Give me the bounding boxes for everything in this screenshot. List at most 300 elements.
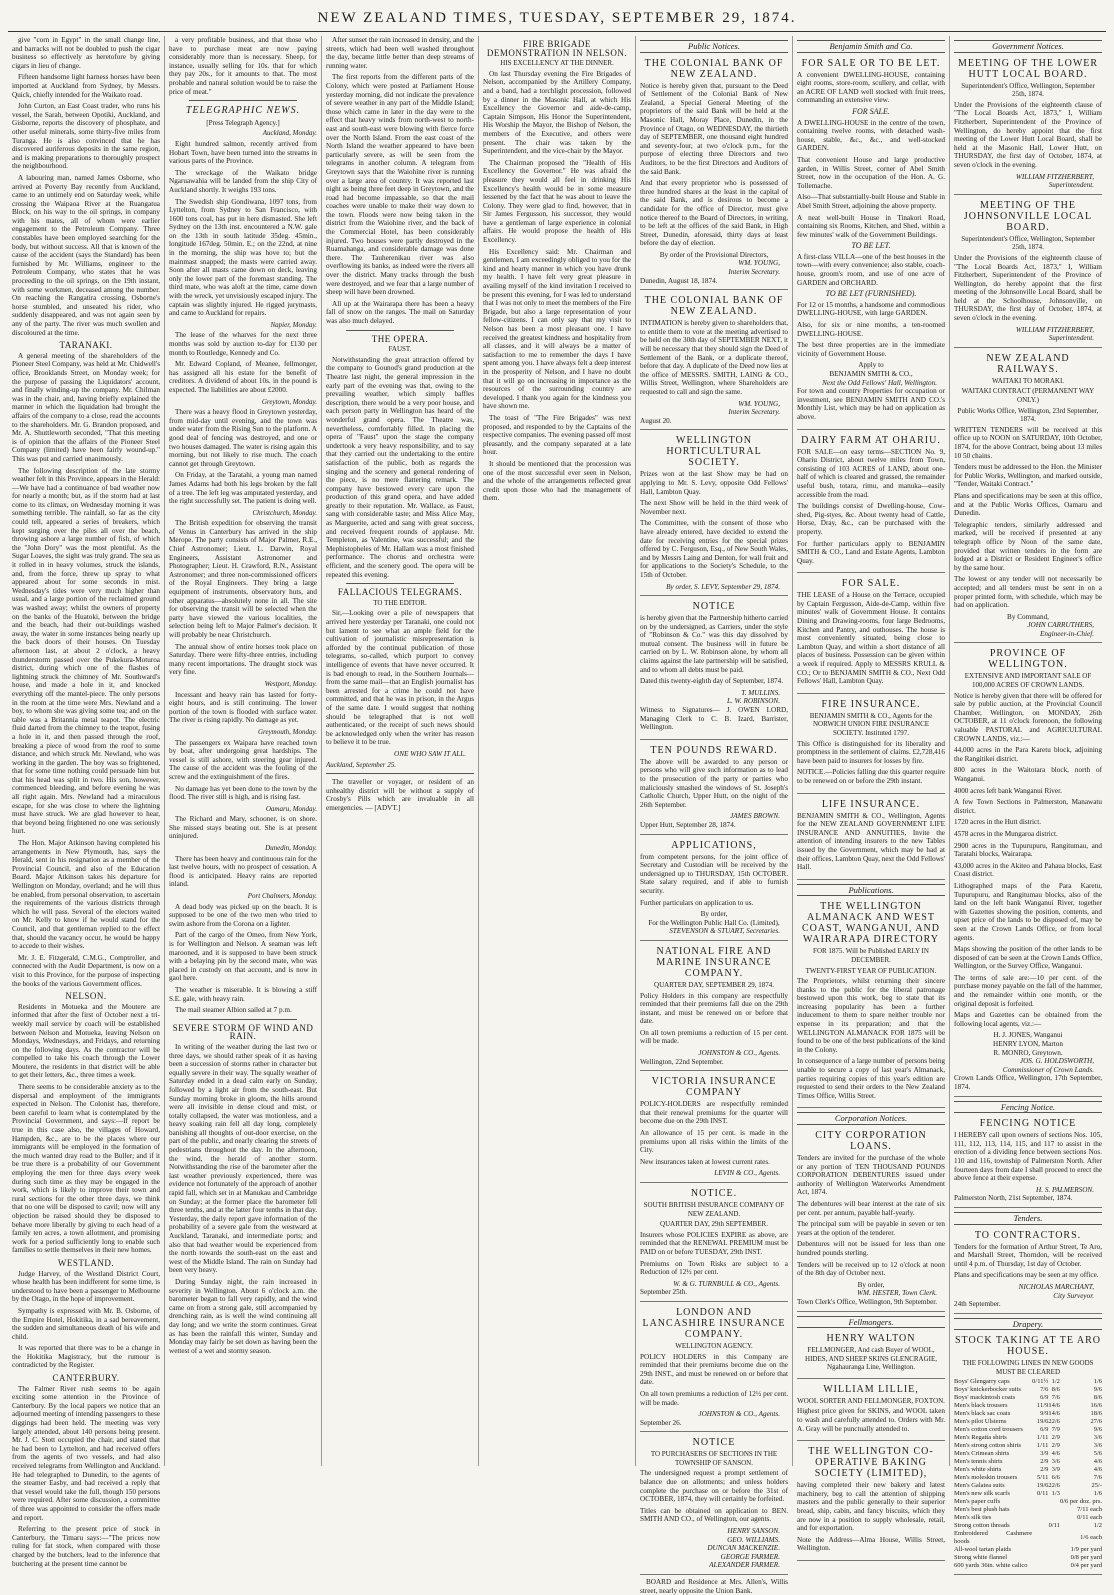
price-item: Boys' knickerbocker suits <box>954 1386 1021 1394</box>
ad-text: A neat well-built House in Tinakori Road, containing six Rooms, Kitchen, and Shed, within a few minutes' walk of the Government Buildings. <box>797 213 945 239</box>
ad-text: Debentures will not be issued for less than one hundred pounds sterling. <box>797 1240 945 1257</box>
section-header-government: Government Notices. <box>954 40 1102 53</box>
section-heading-nelson: NELSON. <box>65 991 107 1002</box>
column-6 <box>792 36 949 1553</box>
advertisement <box>954 198 1102 348</box>
ad-title: THE COLONIAL BANK OF NEW ZEALAND. <box>644 295 784 318</box>
ad-signature: JOHNSTON & CO., Agents. <box>698 1410 780 1419</box>
ad-text: The Proprietors, whilst returning their sincere thanks to the public for the liberal patronage bestowed upon this work, beg to state that its increasing popularity has been a further inducement to them to spare neither trouble nor expense in its preparation; and that the WELLINGTON ALMANACK FOR 1875 will be found to be one of the best publications of the kind in the Colony. <box>797 977 945 1054</box>
price-item: Strong cotton threads <box>954 1522 1010 1530</box>
price-value: 0/11 each <box>1077 1514 1102 1522</box>
subheading: TO THE EDITOR. <box>373 598 427 607</box>
price-value <box>1032 1562 1048 1570</box>
column-2 <box>164 36 321 1466</box>
list-item: 43,000 acres in the Akiteo and Pahaua blocks, East Coast district. <box>954 861 1102 879</box>
table-row <box>954 1562 1102 1570</box>
ad-text: Policy Holders in this company are respectfully reminded that their premiums fall due on the 29th instant, and must be renewed on or before that date. <box>640 991 788 1026</box>
ad-subtitle: THE FOLLOWING LINES IN NEW GOODS MUST BE CLEARED <box>962 1359 1094 1376</box>
price-item: Men's silk ties <box>954 1514 992 1522</box>
ad-text: The lowest or any tender will not necessarily be accepted; and all tenders must be sent in on a proper printed form, with schedule, which may be had on application. <box>954 575 1102 610</box>
ad-signature: JOHNSTON & CO., Agents. <box>698 1049 780 1058</box>
ad-title: MEETING OF THE JOHNSONVILLE LOCAL BOARD. <box>963 199 1093 233</box>
article-paragraph: On last Thursday evening the Fire Brigades of Nelson, accompanied by the Artillery Company, and a band, had a torchlight procession, followed by a dinner in the Masonic Hall, at which His Excellency the Governor and aide-de-camp, Captain Simpson, His Honor the Superintendent, His Worship the Mayor, the Bishop of Nelson, the members of the Executive, and others were present. The chair was taken by the Superintendent, and the vice-chair by the Mayor. <box>483 69 631 156</box>
price-value: 1/2 <box>1093 1522 1102 1530</box>
ad-text: INTIMATION is hereby given to shareholders that, to entitle them to vote at the meeting advertised to be held on the 30th day of SEPTEMBER NEXT, it will be necessary that they should sign the Deed of Settlement of the Bank, or a duplicate thereof, before that day. A duplicate of the Deed now lies at the office of MESSRS. SMITH, LAING & CO., Willis Street, Wellington, where Shareholders are requested to call and sign the same. <box>640 319 788 396</box>
ad-text: The terms of sale are:—10 per cent. of the purchase money payable on the fall of the hammer, and the remainder within one month, or the original deposit is forfeited. <box>954 973 1102 1008</box>
price-value: 3/9 <box>1040 1450 1049 1458</box>
ad-subtitle: Public Works Office, Wellington, 23rd September, 1874. <box>957 406 1099 424</box>
ad-text: Prizes won at the last Show may be had on applying to Mr. S. Levy, opposite Odd Fellows' Hall, Lambton Quay. <box>640 470 788 496</box>
price-value: 1/6 <box>1093 1378 1102 1386</box>
ad-signature: JAMES BROWN. <box>730 812 780 821</box>
ad-signature: DUNCAN MACKENZIE. <box>707 1544 780 1553</box>
price-value <box>1048 1530 1060 1546</box>
advertisement-note: The traveller or voyager, or resident of an unhealthy district will be without a supply of Crosby's Pills which are invaluable in all emergencies. — [ADVT.] <box>326 778 474 812</box>
article-paragraph: Sir,—Looking over a pile of newspapers that arrived here yesterday per Taranaki, one could not but lament to see what an ample field for the cultivation of journalistic misrepresentation is afforded by the continual publication of those telegrams, so-called, which purport to convey intelligence of events that have never occurred. It is bad enough to read, in the Southern Journals—from the same mail—that an English journalist has been arrested for a crime he could not have committed, and that he was in prison, in the Argus of the same date. I would suggest that nothing should be telegraphed that is not well authenticated, or the receipt of such news should be acknowledged only when the writer has reason to believe it to be true. <box>326 609 474 747</box>
price-table <box>954 1378 1102 1570</box>
price-value <box>1032 1498 1048 1506</box>
advertisement <box>797 433 945 574</box>
advertisement <box>640 743 788 835</box>
ad-text: Dated this twenty-eighth day of September, 1874. <box>640 677 784 686</box>
ad-text: Plans and specifications may be seen at my office. <box>954 1271 1099 1280</box>
price-item: Strong white flannel <box>954 1554 1008 1562</box>
article-paragraph: The Falmer River rush seems to be again exciting some attention in the Province of Canterbury. By the local papers we notice that an adjourned meeting of intending passengers to these diggings had been held. The meeting was very largely attended, about 140 persons being present. Mr. J. C. Stott occupied the chair, and stated that he had been to Lyttelton, and had received offers from the agents of two vessels, and had also received telegrams from Wellington and Auckland. He had telegraphed to Dunedin, to the agents of the steamer Easby, and had received a reply that that vessel would take the full, though 150 persons were required. After some discussion, a committee of three was appointed to consider the offers made and report. <box>12 1384 160 1522</box>
heading-fire-brigade: FIRE BRIGADE DEMONSTRATION IN NELSON. <box>486 39 628 58</box>
advertisement <box>640 1305 788 1432</box>
ad-title: APPLICATIONS, <box>671 839 757 851</box>
ad-text: The debentures will bear interest at the rate of six per cent. per annum, payable half-yearly. <box>797 1199 945 1217</box>
ad-title: LIFE INSURANCE. <box>821 798 921 810</box>
list-item: A few Town Sections in Palmerston, Manawatu district. <box>954 798 1102 815</box>
ad-signature: By order, S. LEVY, September 29, 1874. <box>666 582 780 591</box>
ad-text: Premiums on Town Risks are subject to a Reduction of 12½ per cent. <box>640 1259 788 1277</box>
price-value: 16/6 <box>1090 1402 1102 1410</box>
table-row <box>954 1434 1102 1442</box>
ad-text: The principal sum will be payable in seven or ten years at the option of the tenderer. <box>797 1220 945 1237</box>
table-row <box>954 1546 1102 1554</box>
price-value: 22/6 <box>1048 1482 1060 1490</box>
price-value: 7/6 <box>1051 1394 1060 1402</box>
ad-signature: H. S. PALMERSON. <box>1036 1185 1094 1194</box>
ad-text: The buildings consist of Dwelling-house, Cow-shed, Pig-styes, &c. About twenty head of Cattle, Horse, Dray, &c., can be purchased with the property. <box>797 502 945 536</box>
ad-date: September 25th. <box>640 1288 688 1297</box>
ad-signature: GEO. WILLIAMS. <box>727 1535 780 1544</box>
ad-signature: ALEXANDER FARMER. <box>709 1561 780 1570</box>
price-value: 5/6 <box>1093 1450 1102 1458</box>
ad-date: Upper Hutt, September 28, 1874. <box>640 820 736 829</box>
ad-title: MEETING OF THE LOWER HUTT LOCAL BOARD. <box>957 57 1099 80</box>
price-value: 6/9 <box>1040 1426 1049 1434</box>
price-value: 0/11½ <box>1032 1378 1049 1386</box>
list-item: 1720 acres in the Hutt district. <box>954 818 1042 827</box>
price-value <box>1032 1514 1048 1522</box>
ad-signature: WM. YOUNG, <box>738 399 780 408</box>
price-item: Men's tennis shirts <box>954 1458 1003 1466</box>
ad-text: The above will be awarded to any person or persons who will give such information as to lead to the prosecution of the party or parties who maliciously smashed the windows of St. Joseph's Catholic Church, Upper Hutt, on the night of the 26th September. <box>640 757 788 809</box>
section-header-corporation: Corporation Notices. <box>797 1112 945 1125</box>
advertisement <box>954 56 1102 195</box>
list-item: 800 acres in the Waitotara block, north of Wanganui. <box>954 766 1102 783</box>
price-item: Men's strong cotton shirts <box>954 1442 1022 1450</box>
price-value: 22/6 <box>1048 1418 1060 1426</box>
table-row <box>954 1522 1102 1530</box>
ad-text: Insurers whose POLICIES EXPIRE as above, are reminded that the RENEWAL PREMIUM must be PAID on or before TUESDAY, 29th INST. <box>640 1230 788 1256</box>
price-value: 9/9 <box>1040 1410 1049 1418</box>
article-paragraph: Incessant and heavy rain has lasted for forty-eight hours, and is still continuing. The lower portion of the town is flooded with surface water. The river is rising rapidly. No damage as yet. <box>169 690 317 725</box>
ad-title: THE WELLINGTON CO-OPERATIVE BAKING SOCIETY (LIMITED), <box>808 1446 934 1480</box>
price-value: 4/6 <box>1093 1458 1102 1466</box>
article-paragraph: The lease of the wharves for the next three months was sold by auction to-day for £130 per month to Routledge, Kennedy and Co. <box>169 331 317 357</box>
ad-text: POLICY HOLDERS in this Company are reminded that their premiums become due on the 29th INST., and must be renewed on or before that date. <box>640 1352 788 1387</box>
section-heading-canterbury: CANTERBURY. <box>52 1373 120 1384</box>
ad-title: HENRY WALTON <box>826 1333 916 1345</box>
article-paragraph: Notwithstanding the great attraction offered by the company to Gounod's grand production at the Theatre last night, the general impression in the early part of the evening was that, owing to the prevailing weather, which simply baffles description, there would be a very poor house, and each person party in Wellington has heard of the wonderful grand opera. The Theatre was, nevertheless, comfortably filled. In placing the opera of "Faust" upon the stage the company undertook a very heavy responsibility, and to say that they carried out the undertaking to the entire satisfaction of the public, both as regards the singing and the scenery and general rendering of the piece, is no mere flattering remark. The company have bestowed every care upon the production of this grand opera, and have added greatly to their reputation. Mr. Wallace, as Faust, sang with considerable taste; and Miss Alice May, as Marguerite, acted and sang with great success, and received frequent rounds of applause. Mr. Templeton, as Valentine, was successful; and the Mephistopheles of Mr. Hallam was a most finished performance. The chorus and orchestra were efficient, and the scenery good. The opera will be repeated this evening. <box>326 355 474 579</box>
heading-fallacious-telegrams: FALLACIOUS TELEGRAMS. <box>337 587 463 598</box>
ad-signature: By order of the Provisional Directors, <box>659 250 769 259</box>
price-item: Men's black sac coats <box>954 1410 1011 1418</box>
advertisement <box>954 1228 1102 1314</box>
price-item: Men's paper cuffs <box>954 1498 1001 1506</box>
advertisement <box>640 838 788 941</box>
article-paragraph: Residents in Motueka and the Moutere are informed that after the first of October next a tri-weekly mail service by coach will be established between Nelson and Motueka, leaving Nelson on Mondays, Wednesdays, and Fridays, and returning on the following days. As the contractor will be compelled to take his coach through the Lower Moutere, the residents in that district will be able to get their letters, &c., three times a week. <box>12 1002 160 1080</box>
divider <box>189 1019 297 1020</box>
ad-text: This Office is distinguished for its liberality and promptness in the settlement of claims. £2,728,416 have been paid to insurers for losses by fire. <box>797 739 945 765</box>
advertisement <box>797 56 945 430</box>
ad-text: I HEREBY call upon owners of sections Nos. 105, 111, 112, 113, 114, 115, and 117 to assist in the erection of a dividing fence between sections Nos. 110 and 116, township of Palmerston North. After fourteen days from date I shall proceed to erect the above fence at their expense. <box>954 1131 1102 1183</box>
ad-title: TEN POUNDS REWARD. <box>650 744 778 756</box>
ad-signature: WILLIAM FITZHERBERT, <box>1015 172 1094 181</box>
ad-date: Crown Lands Office, Wellington, 17th September, 1874. <box>954 1074 1102 1091</box>
price-value <box>1048 1562 1060 1570</box>
table-row <box>954 1378 1102 1386</box>
masthead: NEW ZEALAND TIMES, TUESDAY, SEPTEMBER 29, 1874. <box>8 8 1106 32</box>
price-value: 4/6 <box>1051 1450 1060 1458</box>
ad-title: WELLINGTON HORTICULTURAL SOCIETY. <box>666 435 762 469</box>
article-paragraph: His Excellency said: Mr. Chairman and gentlemen, I am exceedingly obliged to you for the kind and hearty manner in which you have drunk my health. I have felt very great pleasure in availing myself of the kind invitation I received to be present this evening, for I was led to understand that I was not only to meet the members of the Fire Brigade, but also a large representation of your fellow-citizens. I can only say that my visit to Nelson has been a most pleasant one. I have received the greatest kindness and hospitality from all classes, and it will always be a matter of satisfaction to me to remember the days I have spent among you. I have always felt a deep interest in the prosperity of Nelson, and I have no doubt that it will go on increasing in importance as the resources of the surrounding country are developed. I thank you again for the kindness you have shown me. <box>483 247 631 411</box>
article-paragraph: Sympathy is expressed with Mr. B. Osborne, of the Empire Hotel, Hokitika, in a sad bereavement, the sudden and simultaneous death of his wife and child. <box>12 1306 160 1341</box>
ad-subtitle: BENJAMIN SMITH & CO., Agents for the NORWICH UNION FIRE INSURANCE SOCIETY. Instituted 1797. <box>809 711 933 737</box>
ad-subtitle: QUARTER DAY, SEPTEMBER 29, 1874. <box>654 980 774 989</box>
ad-title: FIRE INSURANCE. <box>821 698 921 710</box>
table-row <box>954 1386 1102 1394</box>
advertisement <box>954 646 1102 1096</box>
dateline: Greymouth, Monday. <box>257 727 317 736</box>
ad-text: For 12 or 15 months, a handsome and commodious DWELLING-HOUSE, with large GARDEN. <box>797 300 945 318</box>
section-header-tenders: Tenders. <box>954 1212 1102 1225</box>
advertisement <box>954 351 1102 644</box>
ad-agent: R. MONRO, Greytown. <box>993 1048 1063 1057</box>
ad-signature: T. MULLINS. <box>741 688 780 697</box>
article-paragraph: The passengers ex Waipara have reached town by boat, after undergoing great hardships. The vessel is still ashore, with steering gear injured. The cause of the accident was the fouling of the screw and the extinguishment of the fires. <box>169 738 317 781</box>
ad-subtitle: TO BE LET (FURNISHED). <box>825 289 917 299</box>
price-value: 8/6 <box>1093 1394 1102 1402</box>
ad-text: Telegraphic tenders, similarly addressed and marked, will be received if presented at any telegraph office by Noon of the same date, provided that written tenders in the form are lodged at a District or Resident Engineer's office by the same hour. <box>954 520 1102 572</box>
dateline: Auckland, Monday. <box>262 129 317 138</box>
column-7 <box>949 36 1106 1570</box>
ad-text: For further particulars apply to BENJAMIN SMITH & CO., Land and Estate Agents, Lambton Quay. <box>797 539 945 565</box>
price-value: 2/9 <box>1051 1434 1060 1442</box>
price-value: 3/9 <box>1051 1466 1060 1474</box>
ad-signature: Apply to <box>858 361 884 370</box>
price-item: 600 yards 36in. white calico <box>954 1562 1028 1570</box>
article-paragraph: The weather is miserable. It is blowing a stiff S.E. gale, with heavy rain. <box>169 985 317 1003</box>
price-value <box>1048 1498 1060 1506</box>
table-row <box>954 1530 1102 1546</box>
ad-text: On all town premiums a reduction of 12½ per cent. will be made. <box>640 1389 788 1407</box>
article-paragraph: Mr. J. E. Fitzgerald, C.M.G., Comptroller, and connected with the Audit Department, is now on a visit to this Province, for the purpose of inspecting the books of the various Government offices. <box>12 953 160 988</box>
ad-signature: JOHN CARRUTHERS, <box>1027 621 1094 630</box>
ad-text: Highest price given for SKINS, and WOOL taken to wash and carefully attended to. Orders with Mr. A. Gray will be punctually attended to. <box>797 1407 945 1433</box>
ad-title: NOTICE <box>692 601 736 613</box>
column-4 <box>478 36 635 1466</box>
article-paragraph: Part of the cargo of the Omeo, from New York, is for Wellington and Nelson. A seaman was left marooned, and it is supposed to have been struck with a belaying pin by the second mate, who was placed in custody on that account, and is now in gaol here. <box>169 931 317 983</box>
table-row <box>954 1458 1102 1466</box>
article-paragraph: Fifteen handsome light harness horses have been imported at Auckland from Sydney, by Messrs. Quick, chiefly intended for the Waikato road. <box>12 73 160 99</box>
ad-signature: By Command, <box>1007 612 1049 621</box>
article-paragraph: a very profitable business, and that those who have to purchase meat are now paying considerably more than is necessary. Sheep, for instance, usually selling for 10s. that for which they pay 20s., for it amounts to that. The most probable and natural solution would be to raise the price of meat." <box>169 36 317 96</box>
ad-title: LONDON AND LANCASHIRE INSURANCE COMPANY. <box>642 1306 786 1340</box>
article-paragraph: The Swedish ship Gondiwana, 1097 tons, from Lyttelton, from Sydney to San Francisco, with 1600 tons coal, has put in here dismasted. She left Sydney on the 13th inst. encountered a N.W. gale on the 13th in south latitude 35deg. 45min., longitude 167deg. 50min. E.; on the 22nd, at nine in the morning, the ship was hove to; but the mainmast snapped; the masts were carried away. Soon after all masts came down on deck, leaving only the lower part of the foremast standing. The third mate, who was aloft at the time, came down with the wreck, yet unvisiously escaped injury. The captain was slightly injured. He rigged jurymasts, and came to Auckland for repairs. <box>169 197 317 318</box>
ad-subtitle: WAITAKI TO MORAKI. <box>991 376 1065 385</box>
ad-signature: Next the Odd Fellows' Hall, Wellington. <box>822 378 937 387</box>
ad-title: CITY CORPORATION LOANS. <box>815 1130 927 1152</box>
ad-signature: WM. YOUNG, <box>738 259 780 268</box>
ad-signature: W. & G. TURNBULL & CO., Agents. <box>673 1279 780 1288</box>
list-item: 4578 acres in the Mungaroa district. <box>954 829 1058 838</box>
ad-text: On all town premiums a reduction of 15 per cent. will be made. <box>640 1028 788 1046</box>
divider <box>346 583 454 584</box>
ad-title: DAIRY FARM AT OHARIU. <box>801 434 941 446</box>
subheading: FAUST. <box>388 345 412 354</box>
ad-text: The undersigned request a prompt settlement of balance due on allotments; and unless holders complete the purchase on or before the 31st of OCTOBER, 1874, they will certainly be forfeited. <box>640 1469 788 1504</box>
article-paragraph: There seems to be considerable anxiety as to the dispersal and employment of the immigrants expected in Nelson. The Colonist has, therefore, been careful to learn what is contemplated by the Provincial Government, and says:—If report be true in this case also, the villages of Howard, Hampden, &c., are to be the places where our immigrants will be employed in the formation of the much wanted dray road to the Buller; and if it be true there is a probability of our Government employing the men for three days every week during such time as they may be engaged in the work, which is likely to improve their town and rural sections for the other three days, we think that no one will be disposed to cavil; now will any objection be raised should they be disposed to behave more liberally by giving to each head of a family ten acres, a town allotment, and promising work for a period sufficiently long to enable such families to settle themselves in their new homes. <box>12 1083 160 1255</box>
advertisement <box>797 899 945 1108</box>
price-value <box>1048 1546 1060 1554</box>
article-paragraph: Referring to the present price of stock in Canterbury, the Timaru says:—"The prices now ruling for fat stock, when compared with those charged by the butchers, lead to the inference that butchering at the present time cannot be <box>12 1525 160 1568</box>
ad-text: THE LEASE of a House on the Terrace, occupied by Captain Fergusson, Aide-de-Camp, within five minutes' walk of Government House. It contains Dining and Drawing-rooms, four large Bedrooms, Kitchen and Pantry, and outhouses. The house is most conveniently situated, being close to Lambton Quay, and within a short distance of all places of business. Possession can be given within a week if required. Apply to MESSRS KRULL & CO.; Or to BENJAMIN SMITH & CO., Next Odd Fellows' Hall, Lambton Quay. <box>797 591 945 686</box>
article-paragraph: The Hon. Major Atkinson having completed his arrangements in New Plymouth, has, says the Herald, sent in his resignation as a member of the Provincial Council, and also of the Education Board. Major Atkinson takes his departure for Wellington on Monday, overland; and he will thus be enabled, from personal observation, to ascertain the requirements of the various districts through which he will pass. Several of the electors waited on Mr. Kelly to know if he would stand for the Council, and that gentleman replied to the effect that, should the vacancy occur, he would be happy to accede to their wishes. <box>12 839 160 951</box>
price-value: 4/6 <box>1093 1466 1102 1474</box>
price-value: 0/11 <box>1048 1522 1060 1530</box>
price-value <box>1032 1546 1048 1554</box>
ad-date: August 20. <box>640 416 672 425</box>
advertisement <box>640 1074 788 1183</box>
ad-text: Tenders must be addressed to the Hon. the Minister for Public Works, Wellington, and marked outside, "Tender, Waitaki Contract." <box>954 463 1102 489</box>
ad-subtitle: TWENTY-FIRST YEAR OF PUBLICATION. <box>805 966 937 975</box>
table-row <box>954 1482 1102 1490</box>
article-paragraph: Eight hundred salmon, recently arrived from Hobart Town, have been turned into the streams in various parts of the Province. <box>169 139 317 166</box>
ad-title: TO CONTRACTORS. <box>974 1229 1082 1241</box>
price-item: Men's white shirts <box>954 1466 1002 1474</box>
ad-subtitle: TO BE LET. <box>851 241 891 251</box>
divider <box>326 773 474 774</box>
advertisement <box>640 293 788 430</box>
price-value: 3/6 <box>1093 1442 1102 1450</box>
article-paragraph: On Friday, at the Taratahi, a young man named James Adams had both his legs broken by the fall of a tree. The left leg was amputated yesterday, and the right successfully set. The patient is doing well. <box>169 471 317 506</box>
section-header-benjamin-smith: Benjamin Smith and Co. <box>797 40 945 53</box>
ad-text: Further particulars on application to us. <box>640 898 754 907</box>
section-heading-taranaki: TARANAKI. <box>59 340 113 351</box>
price-value: 1/3 <box>1051 1490 1060 1498</box>
table-row <box>954 1498 1102 1506</box>
advertisement <box>797 576 945 694</box>
article-paragraph: There has been heavy and continuous rain for the last twelve hours, with no prospect of cessation. A flood is anticipated. Heavy rains are reported inland. <box>169 854 317 889</box>
ad-text: Also, for six or nine months, a ten-roomed DWELLING-HOUSE. <box>797 321 945 338</box>
advertisement <box>797 1444 945 1561</box>
price-value <box>1048 1514 1060 1522</box>
ad-text: Plans and specifications may be seen at this office, and at the Public Works Offices, Oamaru and Dunedin. <box>954 491 1102 518</box>
column-3 <box>321 36 478 1466</box>
ad-text: NOTICE.—Policies falling due this quarter require to be renewed on or before the 29th instant. <box>797 768 945 785</box>
columns <box>8 36 1106 1595</box>
ad-signature: Interim Secretary. <box>728 408 780 417</box>
advertisement <box>640 1186 788 1302</box>
table-row <box>954 1426 1102 1434</box>
article-paragraph: Mr. Edward Copland, of Meanee, fellmonger, has assigned all his estate for the benefit of creditors. A dividend of about 10s. in the pound is expected. The liabilities are about £2000. <box>169 360 317 394</box>
table-row <box>954 1466 1102 1474</box>
price-value: 7/11 each <box>1077 1506 1102 1514</box>
table-row <box>954 1442 1102 1450</box>
price-item: Embroidered Cashmere hoods <box>954 1530 1033 1546</box>
ad-subtitle: FOR 1875. Will be Published EARLY IN DECEMBER. <box>813 947 929 964</box>
advertisement <box>640 1435 788 1575</box>
price-value <box>1048 1554 1060 1562</box>
advertisement <box>797 1128 945 1312</box>
price-value: 0/11 <box>1037 1490 1049 1498</box>
article-paragraph: The first reports from the different parts of the Colony, which were posted at Parliament House yesterday morning, did not indicate the prevalence of severe weather in any part of the Middle Island; those which came in later in the day were to the effect that heavy winds from north-west to north-east and south-east were blowing with fierce force over the North Island. From the east coast of the North Island the weather appeared to have been particularly severe, as will be seen from the telegrams in another column. A telegram from Greytown says that the Waiohine river is running over a large area of country. It was reported last night as being three feet deep in Greytown, and the road had become impassable, so that the mail coaches were unable to make their way down to the town. Floods were now being taken in the district from the Waiohine river, and the back of the Commercial Hotel, has been considerably injured. Two houses were partly destroyed in the Ruamahanga, and considerable damage was done there. The Tauherenikau river was also overflowing its banks, as indeed were the rivers all over the district. Many tracks through the bush were destroyed, and we fear that a large number of sheep will have been drowned. <box>326 73 474 297</box>
ad-text: POLICY-HOLDERS are respectfully reminded that their renewal premiums for the quarter will become due on the 29th INST. <box>640 1100 788 1126</box>
section-header-public-notices: Public Notices. <box>640 40 788 53</box>
dateline: Greytown, Monday. <box>261 397 317 406</box>
article-paragraph: The wreckage of the Waikato bridge Ngaruawahia will be landed from the ship City of Auckland shortly. It weighs 193 tons. <box>169 168 317 194</box>
ad-text: The next Show will be held in the third week of November next. <box>640 499 788 516</box>
advertisement <box>797 797 945 880</box>
ad-title: FENCING NOTICE <box>979 1118 1077 1130</box>
price-value: 5/11 <box>1037 1474 1049 1482</box>
ad-signature: HENRY SANSON. <box>727 1527 780 1536</box>
divider <box>189 100 297 101</box>
price-value: 3/6 <box>1093 1434 1102 1442</box>
price-value: 6/9 <box>1040 1394 1049 1402</box>
ad-text: Maps and Gazettes can be obtained from the following local agents, viz.:— <box>954 1011 1102 1028</box>
article-paragraph: The Richard and Mary, schooner, is on shore. She missed stays beating out. She is at present uninjured. <box>169 815 317 841</box>
price-item: Men's Galatea suits <box>954 1482 1005 1490</box>
ad-title: WILLIAM LILLIE, <box>823 1383 919 1395</box>
dateline: Dunedin, Monday. <box>265 844 317 853</box>
ad-signature: WILLIAM FITZHERBERT, <box>1015 325 1094 334</box>
price-value: 1/2 <box>1051 1378 1060 1386</box>
ad-signature: STEVENSON & STUART, Secretaries. <box>669 927 780 936</box>
price-item: Men's moleskin trousers <box>954 1474 1018 1482</box>
signature: ONE WHO SAW IT ALL. <box>394 749 466 758</box>
price-value: 2/9 <box>1051 1442 1060 1450</box>
ad-agent: H. J. JONES, Wanganui <box>993 1031 1063 1040</box>
article-paragraph: John Curton, an East Coast trader, who runs his vessel, the Sarah, between Opotiki, Auckland, and Gisborne, reports the discovery of phosphate, and other useful minerals, some thirty-five miles from Turanga. He is also convinced that he has discovered auriferous deposits in the same region, and is making preparations to thoroughly prospect the neighbourhood. <box>12 102 160 171</box>
table-row <box>954 1418 1102 1426</box>
column-1 <box>8 36 164 1568</box>
ad-subtitle: WOOL SORTER AND FELLMONGER, FOXTON. <box>797 1396 945 1405</box>
ad-subtitle: FELLMONGER, And cash Buyer of WOOL, HIDES, AND SHEEP SKINS GLENCRAGIE, Ngahauranga Line, Wellington. <box>805 1346 937 1372</box>
ad-date: Palmerston North, 21st September, 1874. <box>954 1194 1073 1203</box>
price-value: 9/6 <box>1093 1426 1102 1434</box>
article-paragraph: Judge Harvey, of the Westland District Court, whose health has been indifferent for some time, is understood to have been a passenger to Melbourne by the Otago, in the hope of improvement. <box>12 1269 160 1304</box>
list-item: 4000 acres left bank Wanganui River. <box>954 786 1062 795</box>
ad-title: FOR SALE. <box>841 578 901 590</box>
ad-text: A first-class VILLA—one of the best houses in the town—with every convenience; also stable, coach-house, groom's room, and use of one acre of GARDEN and ORCHARD. <box>797 252 945 287</box>
price-value <box>1032 1522 1048 1530</box>
ad-signature: Superintendent. <box>1048 334 1094 343</box>
table-row <box>954 1490 1102 1498</box>
table-row <box>954 1554 1102 1562</box>
article-paragraph: During Sunday night, the rain increased in severity in Wellington. About 6 o'clock a.m. the barometer began to fall very rapidly, and the wind came on from a strong gale, still accompanied by drenching rain, as is well the wind continuing all day long; and we write the storm continues. Great as has been the rainfall this winter, Sunday and Monday may fairly be set down as having been the wettest of a wet and stormy season. <box>169 1277 317 1355</box>
ad-subtitle: EXTENSIVE AND IMPORTANT SALE OF 100,000 ACRES OF CROWN LANDS. <box>964 672 1092 690</box>
price-value: 1/11 <box>1037 1434 1049 1442</box>
ad-text: An allowance of 15 per cent. is made in the premiums upon all risks within the limits of the City. <box>640 1129 788 1155</box>
ad-signature: Interim Secretary. <box>728 268 780 277</box>
table-row <box>954 1474 1102 1482</box>
advertisement <box>640 944 788 1071</box>
price-value: 2/9 <box>1040 1458 1049 1466</box>
ad-subtitle: QUARTER DAY, 29th SEPTEMBER. <box>660 1220 768 1229</box>
ad-subtitle: SOUTH BRITISH INSURANCE COMPANY OF NEW ZEALAND. <box>643 1201 785 1218</box>
ad-text: is hereby given that the Partnership hitherto carried on by the undersigned, as Carriers, under the style of "Robinson & Co." was this day dissolved by mutual consent. The business will in future be carried on by L. W. Robinson alone, by whom all claims against the late partnership will be satisfied, and to whom all debts must be paid. <box>640 614 788 674</box>
advertisement <box>797 1382 945 1441</box>
ad-text: Tenders for the formation of Arthur Street, Te Aro, and Marshall Street, Thorndon, will be received until 4 p.m. of Thursday, 1st day of October. <box>954 1242 1102 1268</box>
ad-date: Town Clerk's Office, Wellington, 9th September. <box>797 1297 938 1306</box>
price-item: Men's pilot Ulsterns <box>954 1418 1007 1426</box>
article-paragraph: A labouring man, named James Osborne, who arrived at Poverty Bay recently from Auckland, came to an untimely end on Saturday week, while crossing the Waipaoa River at the Ruangatua Block, on his way to the oil springs, in company with his mates, all of whom were earlier engagement to the Petroleum Company. Three constables have been employed searching for the body, but without success. All that is known of the cause of the accident (says the Standard) has been furnished by Mr. Williams, engineer to the Petroleum Company, who states that he was proceeding to the oil springs, on the 19th instant, with some workmen, deceased among the number. On reaching the Rangatira crossing, Osborne's horse stumbled, and unseated his rider, who suddenly disappeared, and was not again seen by any of the party. The river was much swollen and discoloured at the time. <box>12 173 160 337</box>
ad-title: STOCK TAKING AT TE ARO HOUSE. <box>954 1335 1102 1358</box>
section-header-fellmongers: Fellmongers. <box>797 1316 945 1329</box>
advertisement <box>797 1331 945 1379</box>
ad-agent: HENRY LYON, Marton <box>993 1040 1063 1049</box>
ad-title: FOR SALE OR TO BE LET. <box>801 57 941 69</box>
price-item: Men's new silk scarfs <box>954 1490 1010 1498</box>
ad-date: Dunedin, August 18, 1874. <box>640 276 718 285</box>
ad-text: Under the Provisions of the eighteenth clause of "The Local Boards Act, 1873," I, William Fitzherbert, Superintendent of the Province of Wellington, do hereby appoint that the first meeting of the Lower Hutt Local Board, shall be held at the Masonic Hall, Lower Hutt, on THURSDAY, the first day of October, 1874, at seven o'clock in the evening. <box>954 100 1102 169</box>
ad-text: A convenient DWELLING-HOUSE, containing eight rooms, store-room, scullery, and cellar, with an ACRE OF LAND well stocked with fruit trees, commanding an extensive view. <box>797 70 945 105</box>
article-paragraph: give "corn in Egypt" in the small change line, and barracks will not be doubled to push the cigar business so effectively as heretofore by giving cigars in lieu of change. <box>12 36 160 70</box>
advertisement <box>640 433 788 596</box>
advertisement <box>954 1333 1102 1575</box>
dateline: Port Chalmers, Monday. <box>247 892 317 901</box>
price-value: 0/4 per yard <box>1070 1562 1102 1570</box>
ad-text: FOR SALE—on easy terms—SECTION No. 9, Ohariu District, about twelve miles from Town, consisting of 103 ACRES of LAND, about one-half of which is cleared and grassed, the remainder useful bush, totara, rimu, and manuka—easily accessible from the road. <box>797 447 945 499</box>
ad-signature: GEORGE FARMER. <box>720 1552 780 1561</box>
ad-title: PROVINCE OF WELLINGTON. <box>988 648 1068 671</box>
price-value <box>1048 1506 1060 1514</box>
price-item: Boys' mackintosh coats <box>954 1394 1016 1402</box>
article-paragraph: No damage has yet been done to the town by the flood. The river still is high, and is rising fast. <box>169 784 317 802</box>
article-paragraph: It was reported that there was to be a change in the Hokitika Magistracy, but the rumour is contradicted by the Register. <box>12 1344 160 1370</box>
price-value: 7/9 <box>1051 1426 1060 1434</box>
heading-severe-storm: SEVERE STORM OF WIND AND RAIN. <box>172 1022 314 1042</box>
ad-signature: Commissioner of Crown Lands. <box>1002 1065 1094 1074</box>
price-value: 1/11 <box>1037 1442 1049 1450</box>
article-paragraph: It should be mentioned that the procession was one of the most successful ever seen in Nelson, and the whole of the arrangements reflected great credit upon those who had the management of them. <box>483 459 631 503</box>
ad-title: THE COLONIAL BANK OF NEW ZEALAND. <box>644 57 784 80</box>
ad-text: Under the Provisions of the eighteenth clause of "The Local Boards Act, 1873," I, William Fitzherbert, Superintendent of the Province of Wellington, do hereby appoint that the first meeting of the Johnsonville Local Board, shall be held at the Schoolhouse, Johnsonville, on THURSDAY, the first day of October, 1874, at seven o'clock in the evening. <box>954 253 1102 323</box>
dateline: Westport, Monday. <box>264 679 317 688</box>
table-row <box>954 1394 1102 1402</box>
ad-text: Witness to Signatures— J. OWEN LORD, Managing Clerk to C. B. Izard, Barrister, Wellington. <box>640 706 788 732</box>
ad-signature: Superintendent. <box>1048 181 1094 190</box>
ad-subtitle: Superintendent's Office, Wellington, September 25th, 1874. <box>961 234 1095 252</box>
section-header-publications: Publications. <box>797 884 945 897</box>
price-item: Men's black trousers <box>954 1402 1008 1410</box>
article-paragraph: The annual show of entire horses took place on Saturday. There were fifty-three entries, including many recent importations. The draught stock was very fine. <box>169 642 317 677</box>
